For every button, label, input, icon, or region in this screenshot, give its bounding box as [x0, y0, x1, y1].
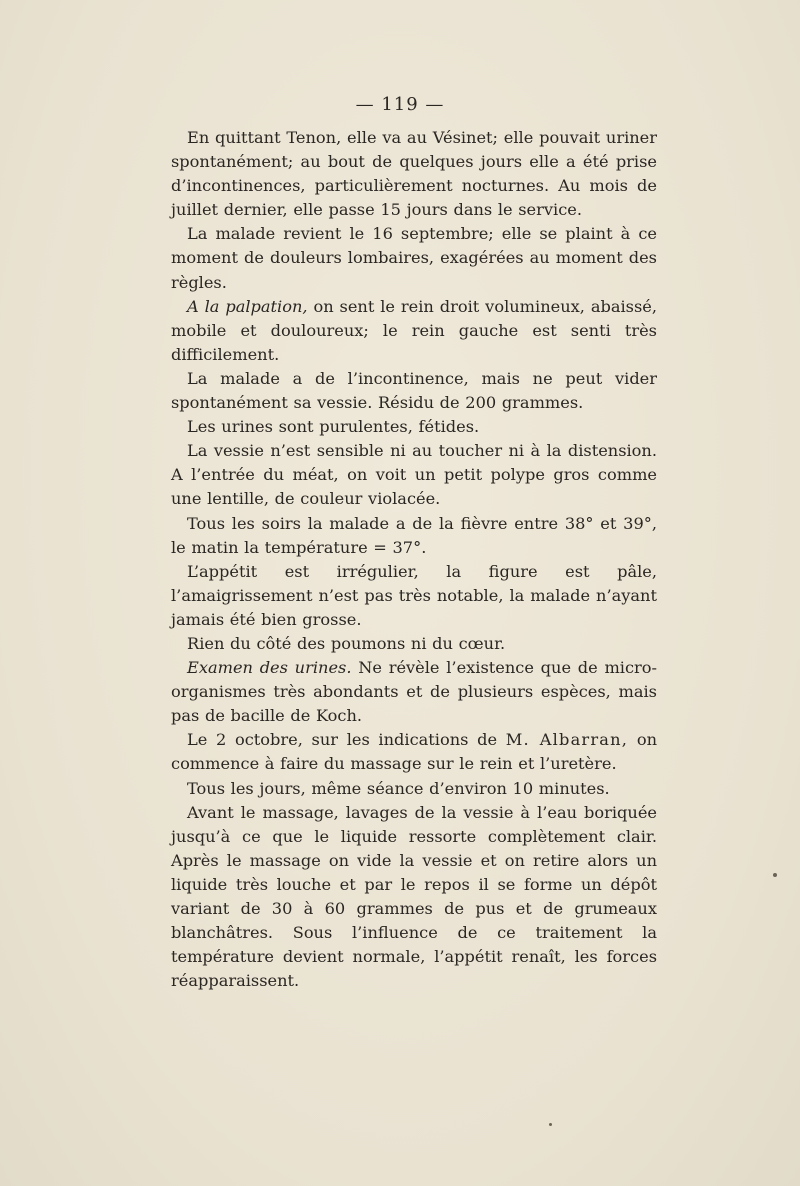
paragraph: La malade revient le 16 septembre; elle se plaint à ce moment de douleurs lombaires, exagérées au moment des règles.	[171, 224, 657, 292]
author-name: M. Albarran,	[505, 730, 629, 750]
italic-lead: Examen des urines.	[187, 658, 352, 678]
paragraph: Examen des urines. Ne révèle l’existence que de micro-organismes très abondants et de plusieurs espèces, mais pas de bacille de Koch.	[171, 658, 657, 726]
paragraph: Le 2 octobre, sur les indications de M. Albarran, on commence à faire du massage sur le rein et l’uretère.	[171, 730, 657, 774]
body-text	[171, 126, 657, 993]
paragraph: A la palpation, on sent le rein droit volumineux, abaissé, mobile et douloureux; le rein gauche est senti très difficilement.	[171, 296, 658, 364]
paragraph: La malade a de l’incontinence, mais ne peut vider spontanément sa vessie. Résidu de 200 grammes.	[171, 368, 657, 413]
ink-speck	[549, 1123, 552, 1126]
paragraph: Tous les soirs la malade a de la fièvre entre 38° et 39°, le matin la température = 37°.	[171, 513, 657, 557]
italic-lead: A la palpation,	[187, 296, 308, 316]
paragraph: Avant le massage, lavages de la vessie à l’eau boriquée jusqu’à ce que le liquide ressorte complètement clair. Après le massage on vide la vessie et on retire alors un liquide très louche et par le repos il se forme un dépôt variant de 30 à 60 grammes de pus et de grumeaux blanchâtres. Sous l’influence de ce traitement la température devient normale, l’appétit renaît, les forces réapparaissent.	[171, 802, 657, 991]
page-number: — 119 —	[355, 94, 445, 115]
ink-speck	[773, 873, 777, 877]
paragraph: En quittant Tenon, elle va au Vésinet; elle pouvait uriner spontanément; au bout de quelques jours elle a été prise d’incontinences, particulièrement nocturnes. Au mois de juillet dernier, elle passe 15 jours dans le service.	[171, 128, 657, 220]
paragraph: La vessie n’est sensible ni au toucher ni à la distension. A l’entrée du méat, on voit un petit polype gros comme une lentille, de couleur violacée.	[171, 441, 657, 509]
paragraph: Tous les jours, même séance d’environ 10 minutes.	[187, 778, 610, 798]
paragraph: Les urines sont purulentes, fétides.	[187, 417, 480, 437]
paragraph: Rien du côté des poumons ni du cœur.	[187, 633, 506, 653]
paragraph: L’appétit est irrégulier, la figure est pâle, l’amaigrissement n’est pas très notable, la malade n’ayant jamais été bien grosse.	[171, 561, 657, 629]
